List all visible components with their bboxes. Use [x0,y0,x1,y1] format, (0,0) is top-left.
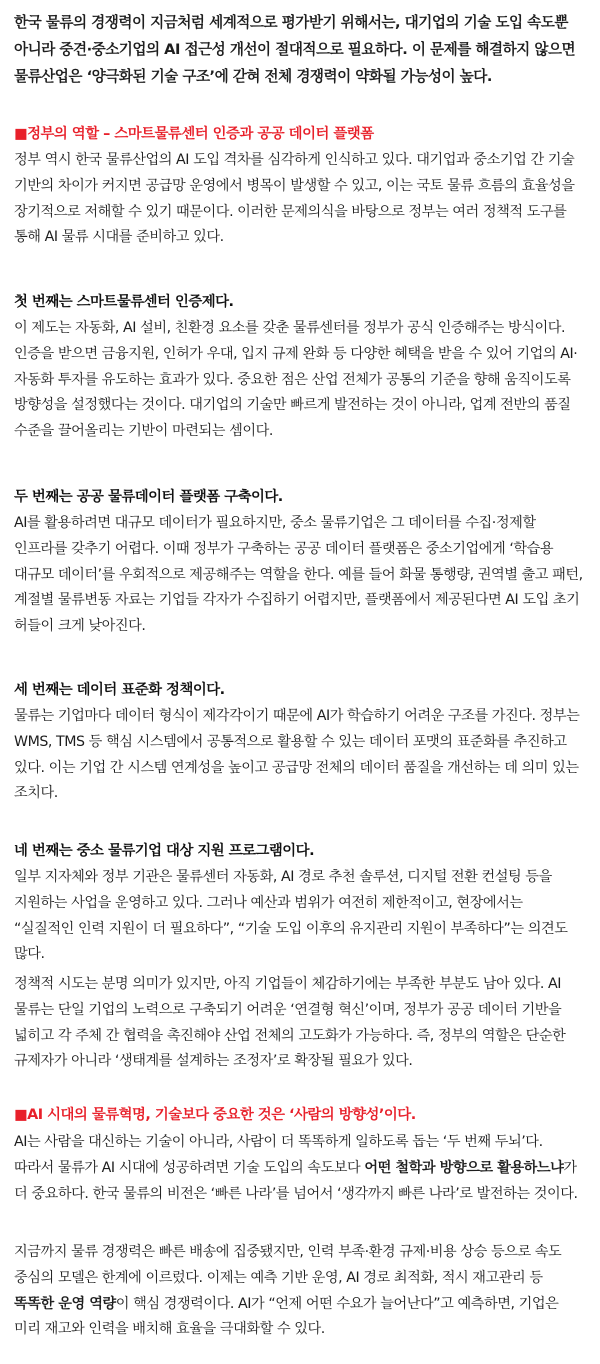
item-body-data-platform: AI를 활용하려면 대규모 데이터가 필요하지만, 중소 물류기업은 그 데이터를 수집·정제할 인프라를 갖추기 어렵다. 이때 정부가 구축하는 공공 데이터 플랫폼은 중소기업에게 ‘학습용 대규모 데이터’를 우회적으로 제공해주는 역할을 한다. 예를 들어 화물 통행량, 권역별 출고 패턴, 계절별 물류변동 자료는 기업들 각자가 수집하기 어렵지만, 플랫폼에서 제공된다면 AI 도입 초기 허들이 크게 낮아진다. [14,515,583,635]
item-title-smart-center: 첫 번째는 스마트물류센터 인증제다. [14,294,234,310]
section-closing-paragraph: 정책적 시도는 분명 의미가 있지만, 아직 기업들이 체감하기에는 부족한 부분도 남아 있다. AI 물류는 단일 기업의 노력으로 구축되기 어려운 ‘연결형 혁신’이며, 정부가 공공 데이터 기반을 넓히고 각 주체 간 협력을 촉진해야 산업 전체의 고도화가 가능하다. 즉, 정부의 역할은 단순한 규제자가 아니라 ‘생태계를 설계하는 조정자’로 확장될 필요가 있다. [14,976,566,1070]
section-heading-government: ■정부의 역할 – 스마트물류센터 인증과 공공 데이터 플랫폼 [14,126,374,142]
text-run: AI는 사람을 대신하는 기술이 아니라, 사람이 더 똑똑하게 일하도록 돕는 ‘두 번째 두뇌’다. 따라서 물류가 AI 시대에 성공하려면 기술 도입의 속도보다 [14,1134,543,1176]
text-run: 가 더 중요하다. 한국 물류의 비전은 ‘빠른 나라’를 넘어서 ‘생각까지 빠른 나라’로 발전하는 것이다. [14,1159,578,1202]
emphasis-text: 어떤 철학과 방향으로 활용하느냐 [364,1159,564,1176]
people-direction-paragraph-2 [14,1240,586,1343]
item-body-sme-support: 일부 지자체와 정부 기관은 물류센터 자동화, AI 경로 추천 솔루션, 디지털 전환 컨설팅 등을 지원하는 사업을 운영하고 있다. 그러나 예산과 범위가 여전히 제한적이고, 현장에서는 “실질적인 인력 지원이 더 필요하다”, “기술 도입 이후의 유지관리 지원이 부족하다”는 의견도 많다. [14,869,568,963]
lead-paragraph: 한국 물류의 경쟁력이 지금처럼 세계적으로 평가받기 위해서는, 대기업의 기술 도입 속도뿐 아니라 중견·중소기업의 AI 접근성 개선이 절대적으로 필요하다. 이 문제를 해결하지 않으면 물류산업은 ‘양극화된 기술 구조’에 갇혀 전체 경쟁력이 약화될 가능성이 높다. [14,14,576,85]
text-run: 지금까지 물류 경쟁력은 빠른 배송에 집중됐지만, 인력 부족·환경 규제·비용 상승 등으로 속도 중심의 모델은 한계에 이르렀다. 이제는 예측 기반 운영, AI 경로 최적화, 적시 재고관리 등 [14,1244,562,1286]
item-title-sme-support: 네 번째는 중소 물류기업 대상 지원 프로그램이다. [14,843,315,859]
item-title-data-platform: 두 번째는 공공 물류데이터 플랫폼 구축이다. [14,489,283,505]
emphasis-text: 똑똑한 운영 역량 [14,1295,116,1312]
people-direction-paragraph-1 [14,1130,586,1207]
text-run: 이 핵심 경쟁력이다. AI가 “언제 어떤 수요가 늘어난다”고 예측하면, 기업은 미리 재고와 인력을 배치해 효율을 극대화할 수 있다. [14,1295,559,1338]
section-intro-paragraph: 정부 역시 한국 물류산업의 AI 도입 격차를 심각하게 인식하고 있다. 대기업과 중소기업 간 기술 기반의 차이가 커지면 공급망 운영에서 병목이 발생할 수 있고, 이는 국토 물류 흐름의 효율성을 장기적으로 저해할 수 있기 때문이다. 이러한 문제의식을 바탕으로 정부는 여러 정책적 도구를 통해 AI 물류 시대를 준비하고 있다. [14,152,575,246]
item-body-standardization: 물류는 기업마다 데이터 형식이 제각각이기 때문에 AI가 학습하기 어려운 구조를 가진다. 정부는 WMS, TMS 등 핵심 시스템에서 공통적으로 활용할 수 있는 데이터 포맷의 표준화를 추진하고 있다. 이는 기업 간 시스템 연계성을 높이고 공급망 전체의 데이터 품질을 개선하는 데 의미 있는 조치다. [14,708,580,802]
item-body-smart-center: 이 제도는 자동화, AI 설비, 친환경 요소를 갖춘 물류센터를 정부가 공식 인증해주는 방식이다. 인증을 받으면 금융지원, 인허가 우대, 입지 규제 완화 등 다양한 혜택을 받을 수 있어 기업의 AI·자동화 투자를 유도하는 효과가 있다. 중요한 점은 산업 전체가 공통의 기준을 향해 움직이도록 방향성을 설정했다는 것이다. 대기업의 기술만 빠르게 발전하는 것이 아니라, 업계 전반의 품질 수준을 끌어올리는 기반이 마련되는 셈이다. [14,320,578,440]
section-heading-people-direction: ■AI 시대의 물류혁명, 기술보다 중요한 것은 ‘사람의 방향성’이다. [14,1107,416,1123]
item-title-standardization: 세 번째는 데이터 표준화 정책이다. [14,682,225,698]
